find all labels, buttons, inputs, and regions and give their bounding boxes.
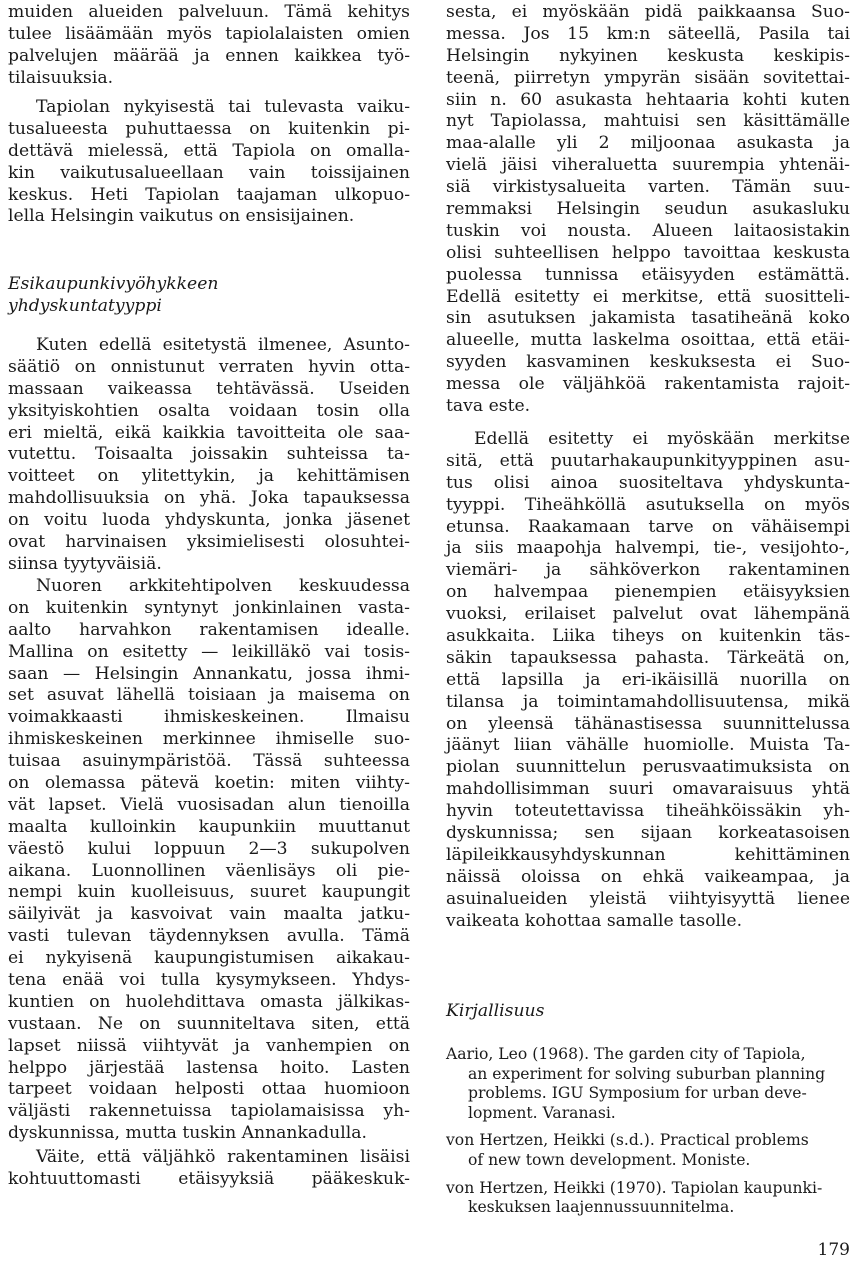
text-line: siä virkistysalueita varten. Tämän suu- (446, 177, 850, 198)
text-line: set asuvat lähellä toisiaan ja maisema on (8, 685, 410, 706)
text-line: tilaisuuksia. (8, 67, 114, 88)
text-line: eri mieltä, eikä kaikkia tavoitteita ole saa- (8, 422, 410, 443)
bibliography-heading: Kirjallisuus (446, 1001, 545, 1021)
text-line: syyden kasvaminen keskuksesta ei Suo- (446, 352, 850, 373)
text-line: dyskunnissa, mutta tuskin Annankadulla. (8, 1123, 367, 1144)
text-line: asuinalueiden yleistä viihtyisyyttä lienee (446, 888, 850, 909)
text-line: kin vaikutusalueellaan vain toissijainen (8, 162, 410, 183)
text-line: että lapsilla ja eri-ikäisillä nuorilla on (446, 669, 850, 690)
text-line: voitteet on ylitettykin, ja kehittämisen (8, 466, 410, 487)
text-line: puolessa tunnissa etäisyyden estämättä. (446, 264, 850, 285)
text-line: mahdollisuuksia on yhä. Joka tapauksessa (8, 488, 410, 509)
text-line: vät lapset. Vielä vuosisadan alun tienoilla (8, 794, 410, 815)
text-line: mahdollisimman suuri omavaraisuus yhtä (446, 779, 850, 800)
reference-line: lopment. Varanasi. (468, 1103, 616, 1122)
text-line: piolan suunnittelun perusvaatimuksista on (446, 757, 850, 778)
text-line: maalta kulloinkin kaupunkiin muuttanut (8, 816, 410, 837)
text-line: jäänyt liian vähälle huomiolle. Muista Ta- (446, 735, 850, 756)
text-line: väljästi rakennetuissa tapiolamaisissa yh- (8, 1101, 410, 1122)
text-line: säkin tapauksessa pahasta. Tärkeätä on, (446, 647, 850, 668)
text-line: Tapiolan nykyisestä tai tulevasta vaiku- (36, 97, 410, 117)
text-line: vuoksi, erilaiset palvelut ovat lähempänä (446, 604, 850, 625)
text-line: aikana. Luonnollinen väenlisäys oli pie- (8, 860, 410, 881)
text-line: lapset niissä viihtyvät ja vanhempien on (8, 1035, 410, 1056)
paragraph (446, 2, 850, 418)
text-line: Edellä esitetty ei myöskään merkitse (474, 429, 850, 449)
text-line: on yleensä tähänastisessa suunnittelussa (446, 713, 850, 734)
text-line: dyskunnissa; sen sijaan korkeatasoisen (446, 823, 850, 844)
section-heading (8, 274, 410, 318)
paragraph (8, 335, 410, 576)
heading-line: Esikaupunkivyöhykkeen (8, 274, 219, 294)
text-line: Nuoren arkkitehtipolven keskuudessa (36, 576, 410, 596)
paragraph (446, 429, 850, 932)
reference-line: of new town development. Moniste. (468, 1150, 751, 1169)
text-line: sin asutuksen jakamista tasatiheänä koko (446, 308, 850, 329)
text-line: tuskin voi nousta. Alueen laitaosistakin (446, 220, 850, 241)
text-line: tuisaa asuinympäristöä. Tässä suhteessa (8, 751, 410, 772)
text-line: yksityiskohtien osalta voidaan tosin olla (8, 400, 410, 421)
text-line: aalto harvahkon rakentamisen idealle. (8, 619, 410, 640)
text-line: siin n. 60 asukasta hehtaaria kohti kuten (446, 89, 850, 110)
text-line: on halvempaa pienempien etäisyyksien (446, 582, 850, 603)
heading-line: yhdyskuntatyyppi (8, 295, 162, 316)
text-line: palvelujen määrää ja ennen kaikkea työ- (8, 45, 410, 66)
text-line: tus olisi ainoa suositeltava yhdyskunta- (446, 472, 850, 493)
text-line: vielä jäisi viheraluetta suurempia yhtenäi- (446, 155, 850, 176)
text-line: voimakkaasti ihmiskeskeinen. Ilmaisu (8, 707, 410, 728)
text-line: nempi kuin kuolleisuus, suuret kaupungit (8, 882, 410, 903)
reference-list (446, 1045, 850, 1218)
text-line: lella Helsingin vaikutus on ensisijainen. (8, 206, 355, 227)
text-line: vaikeata kohottaa samalle tasolle. (446, 910, 743, 931)
text-line: on voitu luoda yhdyskunta, jonka jäsenet (8, 510, 410, 531)
text-line: ei nykyisenä kaupungistumisen aikakau- (8, 948, 410, 969)
text-line: viemäri- ja sähköverkon rakentaminen (446, 560, 850, 581)
text-line: Kuten edellä esitetystä ilmenee, Asunto- (36, 335, 410, 355)
text-line: maa-alalle yli 2 miljoonaa asukasta ja (446, 133, 850, 154)
text-line: kuntien on huolehdittava omasta jälkikas- (8, 991, 410, 1012)
page-number: 179 (817, 1240, 850, 1260)
text-line: Edellä esitetty ei merkitse, että suositteli- (446, 286, 850, 307)
reference-entry (446, 1131, 850, 1170)
text-line: asukkaita. Liika tiheys on kuitenkin täs- (446, 626, 850, 647)
reference-line: von Hertzen, Heikki (1970). Tapiolan kaupunki- (446, 1178, 823, 1197)
text-line: Mallina on esitetty — leikilläkö vai tosis- (8, 641, 410, 662)
text-line: siinsa tyytyväisiä. (8, 553, 162, 574)
text-line: olisi suhteellisen helppo tavoittaa keskusta (446, 242, 850, 263)
text-line: ihmiskeskeinen merkinnee ihmiselle suo- (8, 729, 410, 750)
text-line: on olemassa pätevä koetin: miten viihty- (8, 773, 410, 794)
text-line: sitä, että puutarhakaupunkityyppinen asu- (446, 450, 850, 471)
text-line: massaan vaikeassa tehtävässä. Useiden (8, 378, 410, 399)
reference-entry (446, 1179, 850, 1218)
text-line: messa ole väljähköä rakentamista rajoit- (446, 374, 850, 395)
text-line: vasti tulevan täydennyksen avulla. Tämä (8, 926, 410, 947)
text-line: tava este. (446, 396, 531, 417)
text-line: säilyivät ja kasvoivat vain maalta jatku- (8, 904, 410, 925)
reference-line: von Hertzen, Heikki (s.d.). Practical problems (446, 1131, 809, 1150)
reference-entry (446, 1045, 850, 1123)
text-line: helppo järjestää lastensa hoito. Lasten (8, 1057, 410, 1078)
text-line: kohtuuttomasti etäisyyksiä pääkeskuk- (8, 1168, 410, 1189)
reference-line: Aario, Leo (1968). The garden city of Tapiola, (446, 1045, 806, 1063)
text-line: Helsingin nykyinen keskusta keskipis- (446, 45, 850, 66)
text-line: nyt Tapiolassa, mahtuisi sen käsittämälle (446, 111, 850, 132)
text-line: tarpeet voidaan helposti ottaa huomioon (8, 1079, 410, 1100)
text-line: väestö kului loppuun 2—3 sukupolven (8, 838, 410, 859)
text-line: saan — Helsingin Annankatu, jossa ihmi- (8, 663, 410, 684)
text-line: messa. Jos 15 km:n säteellä, Pasila tai (446, 23, 850, 44)
text-line: dettävä mielessä, että Tapiola on omalla- (8, 140, 410, 161)
text-line: hyvin toteutettavissa tiheähköissäkin yh- (446, 801, 850, 822)
text-line: teenä, piirretyn ympyrän sisään sovitettai- (446, 67, 850, 88)
text-line: säätiö on onnistunut verraten hyvin otta- (8, 356, 410, 377)
reference-line: problems. IGU Symposium for urban deve- (468, 1084, 807, 1103)
text-line: tilansa ja toimintamahdollisuutensa, mikä (446, 691, 850, 712)
text-line: etunsa. Raakamaan tarve on vähäisempi (446, 516, 850, 537)
text-line: tyyppi. Tiheähköllä asutuksella on myös (446, 494, 850, 515)
paragraph (8, 97, 410, 228)
text-line: läpileikkausyhdyskunnan kehittäminen (446, 844, 850, 865)
paragraph (8, 1147, 410, 1191)
paragraph (8, 576, 410, 1145)
text-line: vustaan. Ne on suunniteltava siten, että (8, 1013, 410, 1034)
reference-line: keskuksen laajennussuunnitelma. (468, 1198, 735, 1217)
text-line: tulee lisäämään myös tapiolalaisten omien (8, 23, 410, 44)
text-line: ja siis maapohja halvempi, tie-, vesijohto-, (446, 538, 850, 559)
text-line: muiden alueiden palveluun. Tämä kehitys (8, 2, 410, 22)
text-line: on kuitenkin syntynyt jonkinlainen vasta- (8, 597, 410, 618)
text-line: Väite, että väljähkö rakentaminen lisäisi (36, 1147, 410, 1167)
reference-line: an experiment for solving suburban planning (468, 1064, 826, 1083)
text-line: remmaksi Helsingin seudun asukasluku (446, 199, 850, 220)
paragraph (8, 2, 410, 90)
text-line: sesta, ei myöskään pidä paikkaansa Suo- (446, 2, 850, 22)
text-line: näissä oloissa on ehkä vaikeampaa, ja (446, 866, 850, 887)
text-line: vutettu. Toisaalta joissakin suhteissa ta- (8, 444, 410, 465)
text-line: ovat harvinaisen yksimielisesti olosuhtei- (8, 532, 410, 553)
text-line: tena enää voi tulla kysymykseen. Yhdys- (8, 970, 410, 991)
text-line: tusalueesta puhuttaessa on kuitenkin pi- (8, 118, 410, 139)
text-line: alueelle, mutta laskelma osoittaa, että etäi- (446, 330, 850, 351)
text-line: keskus. Heti Tapiolan taajaman ulkopuo- (8, 184, 410, 205)
